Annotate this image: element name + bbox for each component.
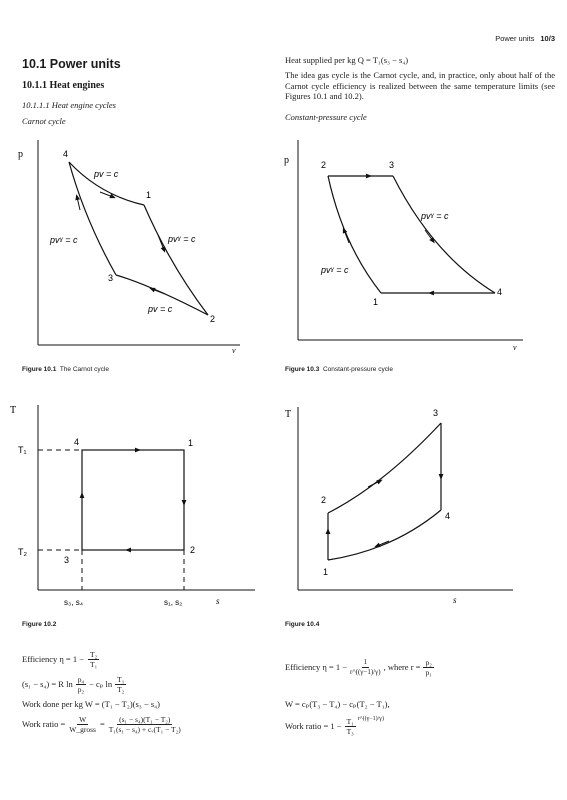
point-4: 4: [74, 437, 80, 447]
numerator: 1: [363, 657, 368, 666]
axis-label-p: p: [284, 155, 289, 166]
efficiency-equation: [22, 646, 181, 672]
running-header: [495, 34, 555, 43]
fraction: [88, 650, 99, 669]
caption-number: Figure 10.3: [285, 366, 320, 373]
arrow-3-4: [77, 197, 80, 210]
axis-label-s: s: [453, 595, 457, 605]
point-2: 2: [190, 545, 196, 555]
point-4: 4: [445, 511, 451, 521]
work-equation: W = cₚ(T₃ − T₄) − cₚ(T₂ − T₁),: [285, 699, 390, 709]
label-t2: T₂: [18, 547, 27, 557]
caption-text: Constant-pressure cycle: [322, 366, 394, 373]
point-4: 4: [497, 287, 503, 297]
figure-10-1-diagram: [0, 135, 283, 355]
axis-label-v: v: [232, 346, 236, 355]
point-1: 1: [323, 567, 329, 577]
label-s-right: s₁, s₂: [164, 598, 183, 607]
fraction: [345, 717, 356, 736]
axis-label-p: p: [18, 149, 23, 160]
denominator: T₂: [117, 684, 125, 694]
figure-10-2-diagram: [0, 395, 283, 610]
arrow-3-4: [425, 230, 433, 241]
denominator: W_gross: [69, 724, 96, 734]
carnot-rectangle: [82, 450, 184, 550]
eq-text: Work ratio =: [22, 719, 66, 729]
point-1: 1: [188, 438, 194, 448]
axis-label-T: T: [285, 409, 292, 420]
axis-label-T: T: [10, 405, 17, 416]
equations-left: [22, 646, 181, 736]
eq-text: =: [99, 719, 105, 729]
work-equation: Work done per kg W = (T₁ − T₂)(s₃ − s₄): [22, 699, 160, 709]
label-adiabat-left: pvˠ = c: [321, 265, 349, 275]
fraction: [350, 658, 381, 677]
curve-4-1: [328, 510, 441, 560]
header-section: Power units: [495, 34, 535, 43]
carnot-cycle-heading: Carnot cycle: [22, 116, 66, 126]
denominator: p₂: [77, 684, 85, 694]
eq-text: (s₁ − s₄) = R ln: [22, 679, 73, 689]
point-1: 1: [146, 190, 152, 200]
arrow-2-3: [368, 481, 380, 487]
fraction: [109, 715, 181, 734]
point-3: 3: [433, 408, 439, 418]
entropy-equation: [22, 672, 181, 696]
denominator: r^((γ−1)/γ): [350, 667, 381, 676]
eq-text: Efficiency η = 1 −: [285, 662, 348, 672]
point-3: 3: [108, 273, 114, 283]
constant-pressure-heading: Constant-pressure cycle: [285, 112, 367, 122]
numerator: (s₁ − s₄)(T₁ − T₂): [119, 714, 171, 724]
caption-number: Figure 10.2: [22, 621, 57, 628]
fraction: [423, 658, 433, 677]
denominator: T₁: [90, 659, 98, 669]
caption-text: The Carnot cycle: [59, 366, 109, 373]
point-1: 1: [373, 297, 379, 307]
arrow-1-2: [344, 230, 349, 243]
label-s-left: s₃, s₄: [64, 598, 83, 607]
axis-label-v: v: [513, 343, 517, 352]
axis-label-s: s: [216, 596, 220, 606]
point-2: 2: [321, 160, 327, 170]
numerator: T₂: [90, 649, 98, 659]
curve-3-4: [393, 176, 495, 293]
arrow-2-3: [152, 289, 165, 294]
numerator: W: [79, 714, 87, 724]
eq-text: , where r =: [383, 662, 421, 672]
figure-10-3-diagram: [283, 135, 567, 355]
denominator: T₃: [346, 726, 354, 736]
figure-10-4-diagram: [283, 395, 567, 610]
work-ratio-equation: [285, 714, 434, 738]
equations-right: [285, 654, 434, 738]
label-pv-c-bottom: pv = c: [148, 304, 173, 314]
point-3: 3: [64, 555, 70, 565]
label-adiabat-left: pvˠ = c: [50, 235, 78, 245]
caption-number: Figure 10.4: [285, 621, 320, 628]
section-title: 10.1 Power units: [22, 57, 121, 71]
eq-text: Work ratio = 1 −: [285, 721, 342, 731]
subsection-title: 10.1.1 Heat engines: [22, 80, 105, 91]
numerator: T₁: [117, 674, 125, 684]
fraction: [115, 675, 126, 694]
efficiency-equation: [285, 654, 434, 680]
numerator: T₁: [346, 716, 354, 726]
point-3: 3: [389, 160, 395, 170]
fraction: [76, 675, 86, 694]
denominator: T₁(s₁ − s₄) + cᵥ(T₁ − T₂): [108, 724, 181, 734]
figure-10-2-caption: [22, 621, 56, 628]
point-4: 4: [63, 149, 69, 159]
figure-10-1-caption: [22, 366, 109, 373]
label-adiabat-right: pvˠ = c: [421, 211, 449, 221]
point-2: 2: [321, 495, 327, 505]
figure-10-3-caption: [285, 366, 393, 373]
subsubsection-title: 10.1.1.1 Heat engine cycles: [22, 100, 116, 110]
numerator: p₄: [77, 674, 85, 684]
caption-number: Figure 10.1: [22, 366, 57, 373]
numerator: p₂: [425, 657, 432, 667]
label-t1: T₁: [18, 445, 27, 455]
curve-1-2: [328, 176, 381, 293]
curve-2-3: [328, 423, 441, 513]
label-adiabat-right: pvˠ = c: [168, 234, 196, 244]
eq-text: − cₚ ln: [89, 678, 113, 689]
figure-10-4-caption: [285, 621, 319, 628]
header-page-number: 10/3: [540, 34, 555, 43]
point-2: 2: [210, 314, 216, 324]
intro-paragraph: The idea gas cycle is the Carnot cycle, and, in practice, only about half of the Carnot cycle efficiency is realized between the same temperature limits (see Figures 10.1 and 10.2).: [285, 70, 555, 101]
fraction: [69, 715, 96, 734]
eq-text: Efficiency η = 1 −: [22, 654, 85, 664]
denominator: p₁: [425, 667, 432, 677]
heat-supplied-formula: Heat supplied per kg Q = T₁(s₃ − s₄): [285, 55, 409, 65]
label-pv-c-top: pv = c: [94, 169, 119, 179]
exponent: r^((γ−1)/γ): [357, 716, 384, 722]
arrow-1-2: [158, 235, 164, 250]
work-ratio-equation: [22, 712, 181, 736]
